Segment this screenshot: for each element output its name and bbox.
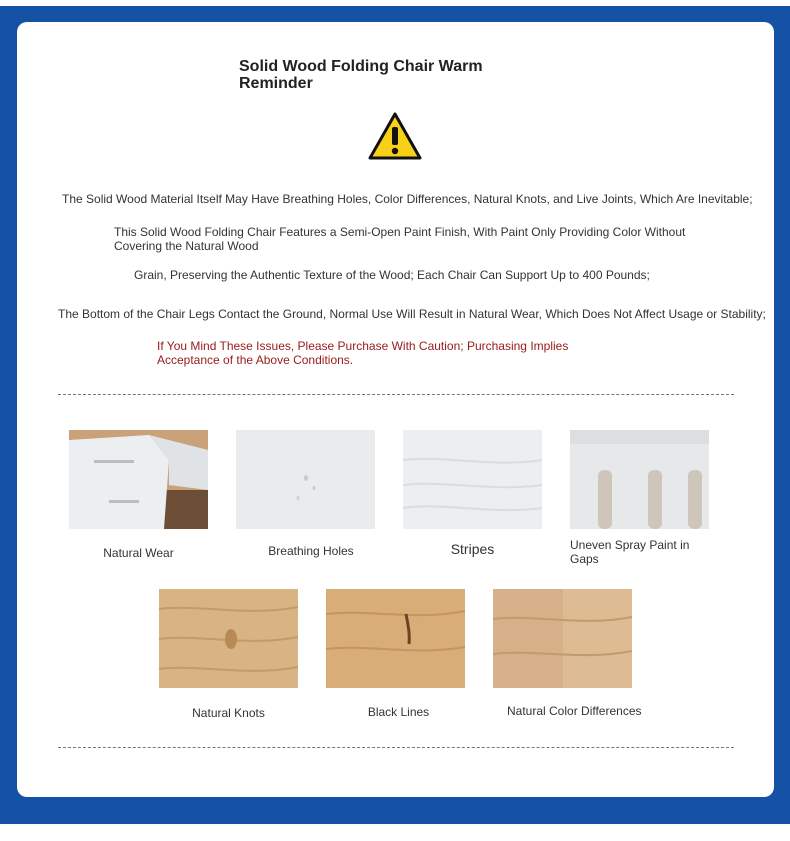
natural-knots-photo — [159, 589, 298, 688]
caption-stripes: Stripes — [450, 541, 495, 557]
caption-black-lines: Black Lines — [367, 705, 430, 719]
caption-natural-wear: Natural Wear — [103, 546, 174, 560]
note-line-3: Grain, Preserving the Authentic Texture of the Wood; Each Chair Can Support Up to 400 Pounds; — [134, 268, 650, 282]
divider-top — [58, 394, 734, 395]
caption-natural-color-differences: Natural Color Differences — [507, 704, 642, 718]
uneven-spray-paint-photo — [570, 430, 709, 529]
reminder-card — [17, 22, 774, 797]
natural-color-differences-photo — [493, 589, 632, 688]
caption-natural-knots: Natural Knots — [192, 706, 265, 720]
breathing-holes-photo — [236, 430, 375, 529]
warning-icon — [367, 111, 423, 161]
stripes-photo — [403, 430, 542, 529]
page-title: Solid Wood Folding Chair Warm Reminder — [239, 58, 483, 92]
black-lines-photo — [326, 589, 465, 688]
caption-uneven-spray-paint: Uneven Spray Paint in Gaps — [570, 538, 690, 566]
divider-bottom — [58, 747, 734, 748]
caption-breathing-holes: Breathing Holes — [268, 544, 354, 558]
note-line-2: This Solid Wood Folding Chair Features a Semi-Open Paint Finish, With Paint Only Providing Color Without Covering the Natural Wood — [114, 225, 686, 253]
natural-wear-photo — [69, 430, 208, 529]
note-line-4: The Bottom of the Chair Legs Contact the Ground, Normal Use Will Result in Natural Wear, Which Does Not Affect Usage or Stability; — [58, 307, 766, 321]
caution-note: If You Mind These Issues, Please Purchase With Caution; Purchasing Implies Acceptance of the Above Conditions. — [157, 339, 569, 367]
note-line-1: The Solid Wood Material Itself May Have Breathing Holes, Color Differences, Natural Knots, and Live Joints, Which Are Inevitable; — [62, 192, 753, 206]
